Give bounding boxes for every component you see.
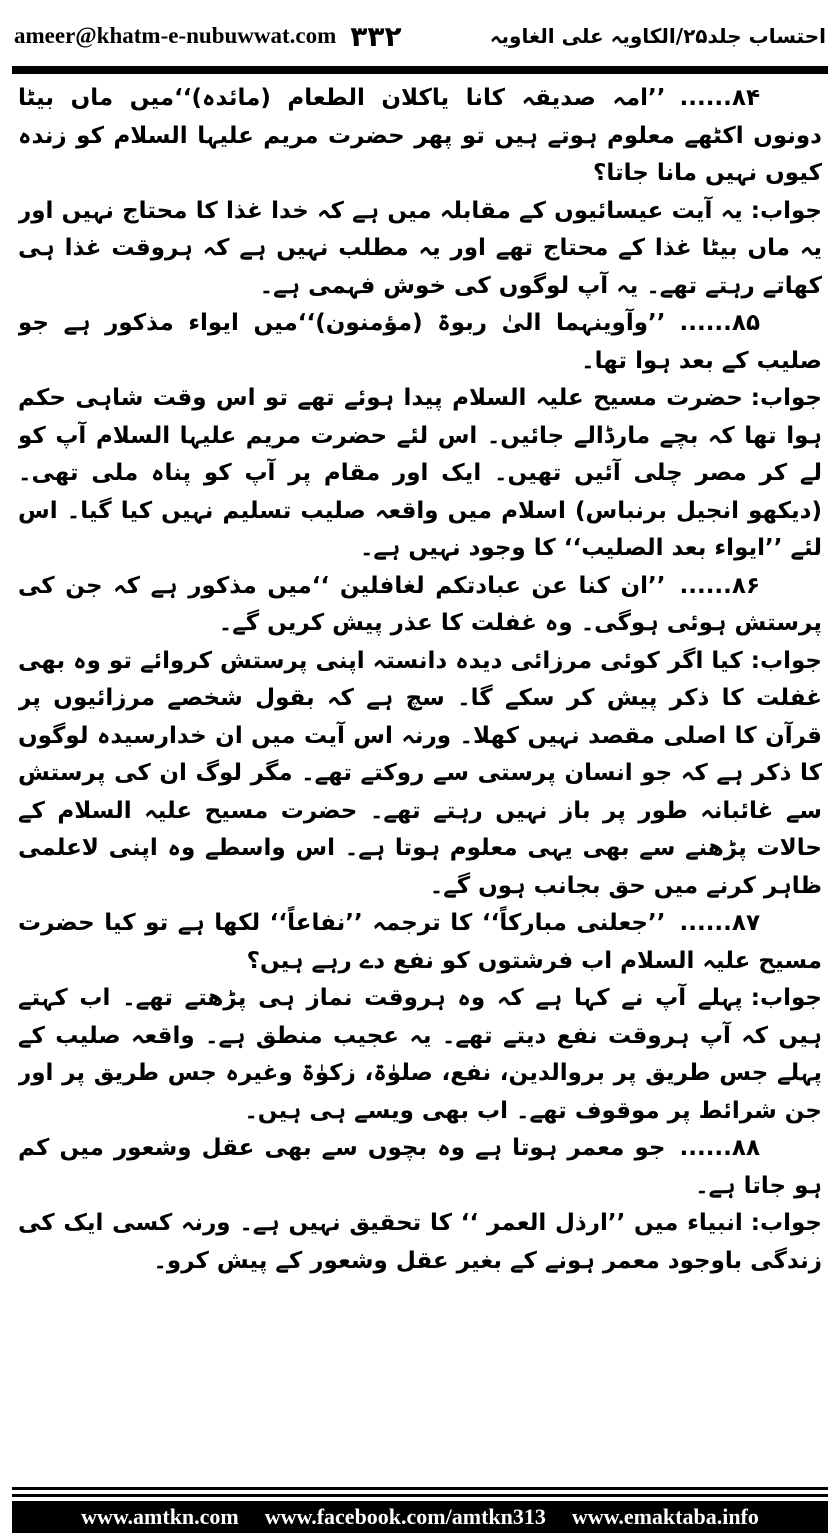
footer-rule-2	[12, 1494, 828, 1497]
question-84	[18, 80, 822, 193]
question-86	[18, 568, 822, 643]
footer-link-facebook[interactable]: www.facebook.com/amtkn313	[264, 1504, 546, 1529]
header-rule	[12, 66, 828, 74]
question-88	[18, 1130, 822, 1205]
question-number: ۸۷......	[679, 910, 760, 936]
answer-label: جواب:	[750, 385, 822, 411]
question-85	[18, 305, 822, 380]
question-number: ۸۶......	[679, 572, 760, 599]
answer-label: جواب:	[750, 1210, 822, 1236]
footer-link-amtkn[interactable]: www.amtkn.com	[81, 1504, 239, 1529]
answer-label: جواب:	[750, 197, 822, 224]
question-text: ’’وآوینہما الیٰ ربوۃ (مؤمنون)‘‘میں ایواء مذکور ہے جو صلیب کے بعد ہوا تھا۔	[18, 310, 822, 374]
question-text: ’’جعلنی مبارکاً‘‘ کا ترجمہ ’’نفاعاً‘‘ لکھا ہے تو کیا حضرت مسیح علیہ السلام اب فرشتوں کو نفع دے رہے ہیں؟	[18, 910, 822, 974]
page-footer	[12, 1501, 828, 1533]
page-header	[14, 14, 826, 58]
footer-link-emaktaba[interactable]: www.emaktaba.info	[571, 1504, 759, 1529]
answer-text: پہلے آپ نے کہا ہے کہ وہ ہروقت نماز ہی پڑھتے تھے۔ اب کہتے ہیں کہ آپ ہروقت نفع دیتے تھے۔ یہ عجیب منطق ہے۔ واقعہ صلیب کے پہلے جس طریق پر بروالدین، نفع، صلوٰۃ، زکوٰۃ وغیرہ جس طریق پر اور جن شرائط پر موقوف تھے۔ اب بھی ویسے ہی ہیں۔	[18, 985, 822, 1124]
page-number: ۳۳۲	[350, 19, 402, 53]
question-text: ’’ان کنا عن عبادتکم لغافلین ‘‘میں مذکور ہے کہ جن کی پرستش ہوئی ہوگی۔ وہ غفلت کا عذر پیش کریں گے۔	[18, 572, 822, 636]
book-title: احتساب جلد۲۵/الکاویہ علی الغاویہ	[489, 24, 826, 48]
footer-rule-1	[12, 1487, 828, 1490]
question-text: ’’امہ صدیقہ کانا یاکلان الطعام (مائدہ)‘‘میں ماں بیٹا دونوں اکٹھے معلوم ہوتے ہیں تو پھر حضرت مریم علیہا السلام کو زندہ کیوں نہیں مانا جاتا؟	[18, 85, 822, 186]
answer-86	[18, 643, 822, 906]
question-number: ۸۸......	[679, 1135, 760, 1161]
answer-label: جواب:	[750, 647, 822, 674]
answer-88	[18, 1205, 822, 1280]
answer-text: یہ آیت عیسائیوں کے مقابلہ میں ہے کہ خدا غذا کا محتاج نہیں اور یہ ماں بیٹا غذا کے محتاج تھے اور یہ مطلب نہیں ہے کہ ہروقت غذا ہی کھاتے رہتے تھے۔ یہ آپ لوگوں کی خوش فہمی ہے۔	[18, 197, 822, 299]
page-body	[18, 80, 822, 1480]
answer-84	[18, 193, 822, 306]
question-number: ۸۵......	[679, 310, 760, 336]
answer-text: حضرت مسیح علیہ السلام پیدا ہوئے تھے تو اس وقت شاہی حکم ہوا تھا کہ بچے مارڈالے جائیں۔ اس لئے حضرت مریم علیہا السلام آپ کو لے کر مصر چلی آئیں تھیں۔ ایک اور مقام پر آپ کو پناہ ملی تھی۔ (دیکھو انجیل برنباس) اسلام میں واقعہ صلیب تسلیم نہیں کیا گیا۔ اس لئے ’’ایواء بعد الصلیب‘‘ کا وجود نہیں ہے۔	[18, 385, 822, 561]
question-87	[18, 905, 822, 980]
answer-text: انبیاء میں ’’ارذل العمر ‘‘ کا تحقیق نہیں ہے۔ ورنہ کسی ایک کی زندگی باوجود معمر ہونے کے بغیر عقل وشعور کے پیش کرو۔	[18, 1210, 822, 1274]
answer-87	[18, 980, 822, 1130]
answer-text: کیا اگر کوئی مرزائی دیدہ دانستہ اپنی پرستش کروائے تو وہ بھی غفلت کا ذکر پیش کر سکے گا۔ سچ ہے کہ بقول شخصے مرزائیوں پر قرآن کا اصلی مقصد نہیں کھلا۔ ورنہ اس آیت میں ان خدارسیدہ لوگوں کا ذکر ہے کہ جو انسان پرستی سے روکتے تھے۔ مگر لوگ ان کی پرستش سے غائبانہ طور پر باز نہیں رہتے تھے۔ حضرت مسیح علیہ السلام کے حالات پڑھنے سے بھی یہی معلوم ہوتا ہے۔ اس واسطے وہ اپنی لاعلمی ظاہر کرنے میں حق بجانب ہوں گے۔	[18, 647, 822, 899]
header-left	[14, 20, 402, 53]
question-text: جو معمر ہوتا ہے وہ بچوں سے بھی عقل وشعور میں کم ہو جاتا ہے۔	[18, 1135, 822, 1199]
question-number: ۸۴......	[679, 85, 760, 111]
header-email: ameer@khatm-e-nubuwwat.com	[14, 23, 337, 48]
answer-label: جواب:	[750, 985, 822, 1011]
answer-85	[18, 380, 822, 568]
